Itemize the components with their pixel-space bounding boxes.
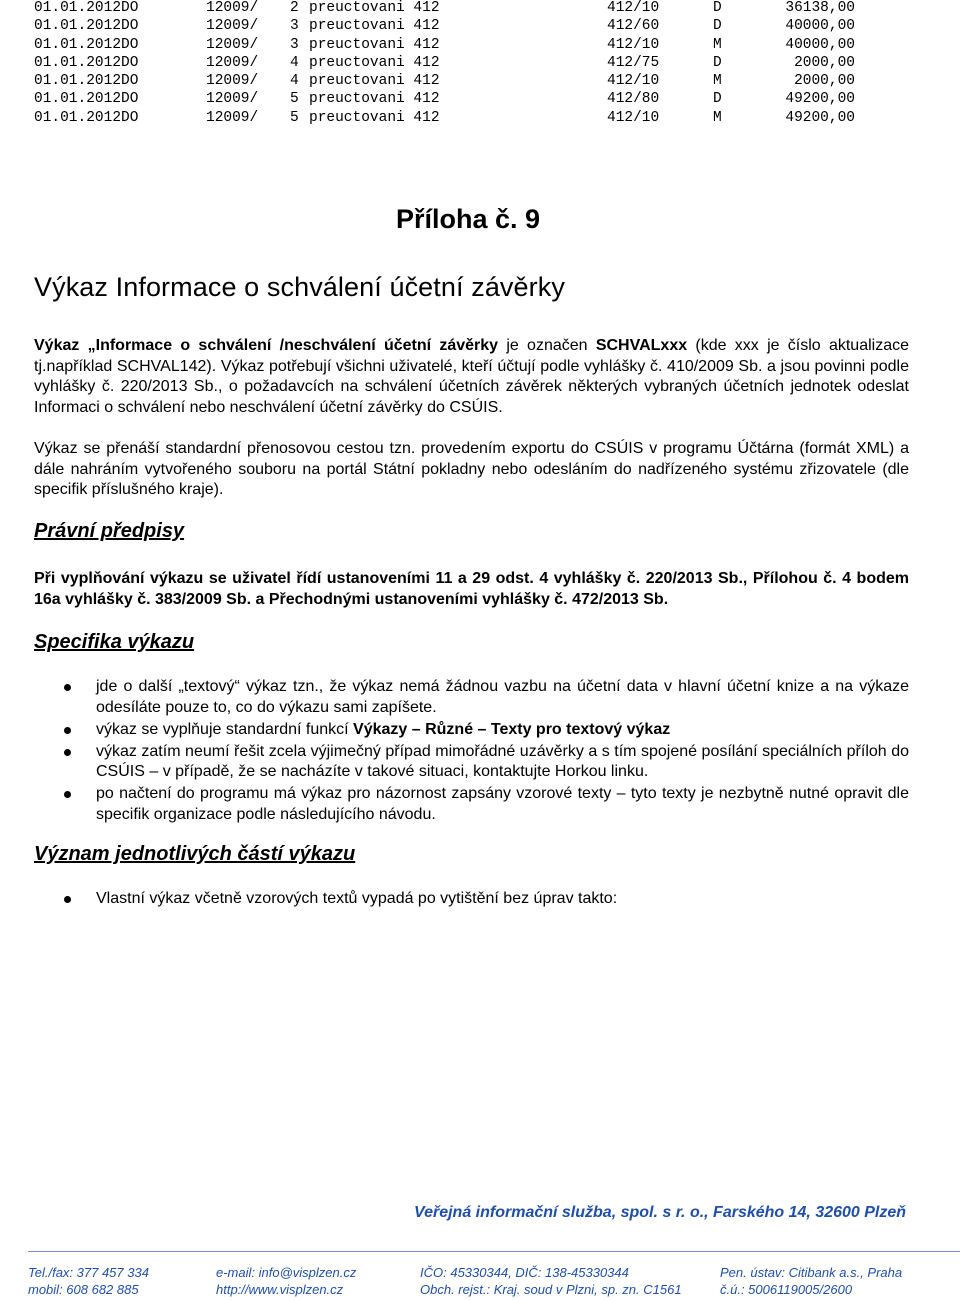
footer-bank-column <box>720 1265 902 1298</box>
bullet-icon <box>64 749 71 756</box>
ledger-cell-doc: 12009/ <box>206 91 259 108</box>
ledger-cell-type: DO <box>121 73 139 90</box>
bullet-icon <box>64 896 71 903</box>
ledger-cell-type: DO <box>121 18 139 35</box>
ledger-cell-side: D <box>713 0 722 16</box>
spec-list <box>34 677 909 827</box>
ledger-cell-num: 2 <box>290 0 299 16</box>
ledger-cell-doc: 12009/ <box>206 109 259 126</box>
ledger-cell-num: 3 <box>290 18 299 35</box>
ledger-cell-date: 01.01.2012 <box>34 91 122 108</box>
footer-company: Veřejná informační služba, spol. s r. o., Farského 14, 32600 Plzeň <box>414 1204 907 1221</box>
ledger-cell-num: 4 <box>290 73 299 90</box>
ledger-cell-num: 3 <box>290 36 299 53</box>
ledger-cell-num: 5 <box>290 109 299 126</box>
list-item-pre: výkaz zatím neumí řešit zcela výjimečný případ mimořádné uzávěrky a s tím spojené posílání speciálních příloh do CSÚIS – v případě, že se nacházíte v takové situaci, kontaktujte Horkou linku. <box>96 742 909 780</box>
list-item <box>34 720 909 741</box>
meaning-heading: Význam jednotlivých částí výkazu <box>34 843 356 865</box>
legal-heading: Právní předpisy <box>34 520 185 542</box>
footer-website-link[interactable]: http://www.visplzen.cz <box>216 1281 344 1297</box>
ledger-cell-desc: preuctovani 412 <box>309 73 440 90</box>
ledger-cell-doc: 12009/ <box>206 18 259 35</box>
ledger-cell-doc: 12009/ <box>206 73 259 90</box>
ledger-cell-type: DO <box>121 36 139 53</box>
ledger-cell-type: DO <box>121 109 139 126</box>
ledger-cell-desc: preuctovani 412 <box>309 18 440 35</box>
ledger-cell-desc: preuctovani 412 <box>309 109 440 126</box>
ledger-cell-num: 4 <box>290 54 299 71</box>
list-item-pre: jde o další „textový“ výkaz tzn., že výkaz nemá žádnou vazbu na účetní data v hlavní účetní knize a na výkaze odesíláte pouze to, co do výkazu sami zapíšete. <box>96 678 909 716</box>
list-item-pre: výkaz se vyplňuje standardní funkcí <box>96 720 354 738</box>
spec-heading: Specifika výkazu <box>34 631 195 653</box>
ledger-cell-type: DO <box>121 91 139 108</box>
ledger-cell-date: 01.01.2012 <box>34 36 122 53</box>
ledger-cell-date: 01.01.2012 <box>34 73 122 90</box>
ledger-cell-account: 412/10 <box>607 109 660 126</box>
ledger-cell-doc: 12009/ <box>206 54 259 71</box>
list-item <box>34 784 909 825</box>
footer-bank: Pen. ústav: Citibank a.s., Praha <box>720 1265 903 1280</box>
ledger-cell-side: M <box>713 36 722 53</box>
intro-paragraph-2: Výkaz se přenáší standardní přenosovou cestou tzn. provedením exportu do CSÚIS v programu Účtárna (formát XML) a dále nahráním vytvořeného souboru na portál Státní pokladny nebo odesláním do nadřízeného systému zřizovatele (dle specifik příslušného kraje). <box>34 440 909 498</box>
footer-divider <box>28 1251 960 1252</box>
footer-email[interactable]: e-mail: info@visplzen.cz <box>216 1265 357 1280</box>
list-item-text: Vlastní výkaz včetně vzorových textů vypadá po vytištění bez úprav takto: <box>96 890 618 907</box>
ledger-cell-side: M <box>713 109 722 126</box>
ledger-cell-side: M <box>713 73 722 90</box>
legal-paragraph: Při vyplňování výkazu se uživatel řídí ustanoveními 11 a 29 odst. 4 vyhlášky č. 220/2013 Sb., Přílohou č. 4 bodem 16a vyhlášky č. 383/2009 Sb. a Přechodnými ustanoveními vyhlášky č. 472/2013 Sb. <box>34 570 909 608</box>
ledger-cell-account: 412/10 <box>607 73 660 90</box>
ledger-cell-doc: 12009/ <box>206 36 259 53</box>
ledger-cell-type: DO <box>121 0 139 16</box>
ledger-cell-date: 01.01.2012 <box>34 0 122 16</box>
ledger-cell-doc: 12009/ <box>206 0 259 16</box>
intro-paragraph-1 <box>34 336 909 418</box>
ledger-cell-desc: preuctovani 412 <box>309 0 440 16</box>
ledger-cell-amount: 49200,00 <box>785 91 855 108</box>
ledger-cell-desc: preuctovani 412 <box>309 36 440 53</box>
ledger-cell-date: 01.01.2012 <box>34 109 122 126</box>
bullet-icon <box>64 684 71 691</box>
ledger-cell-amount: 36138,00 <box>785 0 855 16</box>
bullet-icon <box>64 791 71 798</box>
ledger-cell-amount: 40000,00 <box>785 18 855 35</box>
list-item <box>34 742 909 783</box>
annex-title: Příloha č. 9 <box>396 204 541 234</box>
ledger-cell-amount: 2000,00 <box>794 73 855 90</box>
footer-company-ids <box>420 1265 682 1298</box>
list-item-pre: po načtení do programu má výkaz pro názornost zapsány vzorové texty – tyto texty je nezbytně nutné opravit dle specifik organizace podle následujícího návodu. <box>96 785 909 823</box>
report-title: Výkaz Informace o schválení účetní závěrky <box>34 272 565 302</box>
list-item-bold: Výkazy – Různé – Texty pro textový výkaz <box>353 720 671 738</box>
list-item <box>34 889 909 910</box>
ledger-cell-amount: 49200,00 <box>785 109 855 126</box>
ledger-cell-side: D <box>713 91 722 108</box>
list-item <box>34 677 909 718</box>
footer-ico: IČO: 45330344, DIČ: 138-45330344 <box>420 1265 629 1280</box>
ledger-cell-account: 412/10 <box>607 36 660 53</box>
footer-phone: Tel./fax: 377 457 334 <box>28 1265 149 1280</box>
ledger-cell-amount: 2000,00 <box>794 54 855 71</box>
ledger-cell-desc: preuctovani 412 <box>309 54 440 71</box>
ledger-cell-amount: 40000,00 <box>785 36 855 53</box>
ledger-cell-desc: preuctovani 412 <box>309 91 440 108</box>
footer-mobile: mobil: 608 682 885 <box>28 1281 139 1297</box>
ledger-cell-date: 01.01.2012 <box>34 18 122 35</box>
report-code-bold: SCHVALxxx <box>595 337 688 354</box>
bullet-icon <box>64 727 71 734</box>
footer-account: č.ú.: 5006119005/2600 <box>720 1281 853 1297</box>
report-name-bold: Výkaz „Informace o schválení /neschválení účetní závěrky <box>34 337 499 354</box>
footer-register: Obch. rejst.: Kraj. soud v Plzni, sp. zn. C1561 <box>420 1281 682 1297</box>
ledger-cell-date: 01.01.2012 <box>34 54 122 71</box>
ledger-cell-account: 412/10 <box>607 0 660 16</box>
ledger-cell-side: D <box>713 18 722 35</box>
ledger-cell-side: D <box>713 54 722 71</box>
ledger-cell-num: 5 <box>290 91 299 108</box>
ledger-cell-account: 412/60 <box>607 18 660 35</box>
footer-phone-column <box>28 1265 149 1298</box>
meaning-list <box>34 889 909 911</box>
ledger-cell-account: 412/80 <box>607 91 660 108</box>
intro-text-2: (kde xxx je číslo aktualizace tj.například SCHVAL142). Výkaz potřebují všichni uživatelé, kteří účtují podle vyhlášky č. 410/2009 Sb. a jsou povinni podle vyhlášky č. 220/2013 Sb., o požadavcích na schválení účetních závěrek některých vybraných účetních jednotek odeslat Informaci o schválení nebo neschválení účetní závěrky do CSÚIS. <box>34 337 910 416</box>
intro-text-1: je označen <box>498 337 596 354</box>
ledger-cell-account: 412/75 <box>607 54 660 71</box>
ledger-cell-type: DO <box>121 54 139 71</box>
footer-web-column <box>216 1265 356 1298</box>
